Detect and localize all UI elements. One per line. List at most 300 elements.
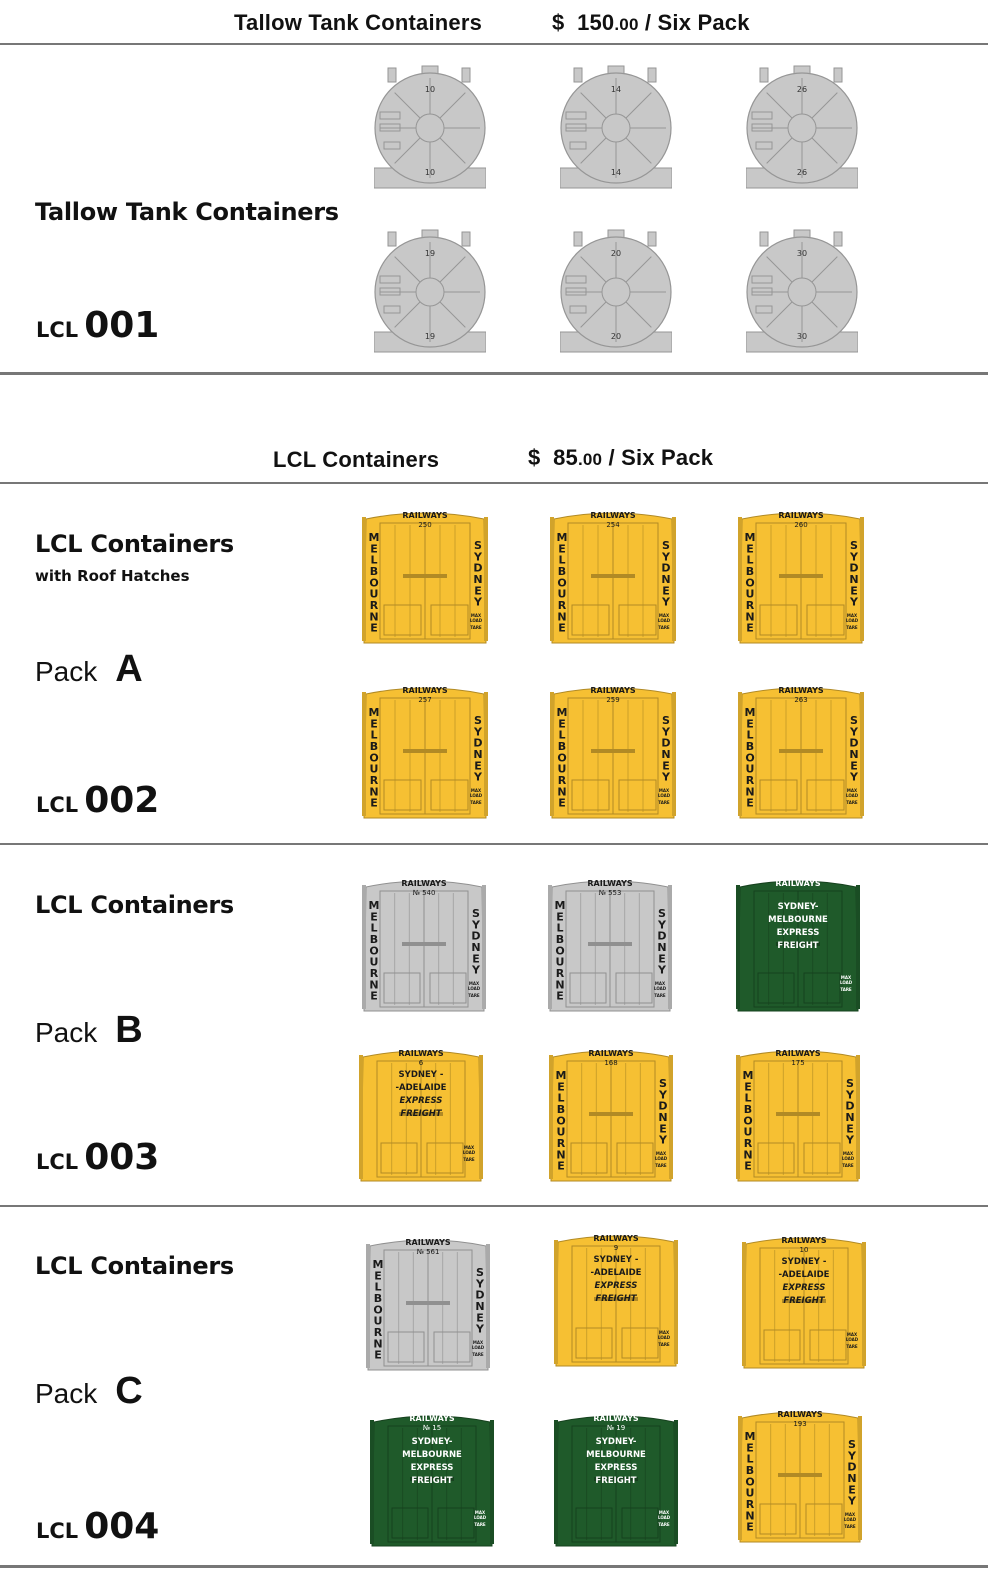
container-number: 6 xyxy=(418,1059,424,1067)
melbourne-letter: R xyxy=(557,774,567,787)
price-unit: / Six Pack xyxy=(602,445,714,470)
section1-header-name: Tallow Tank Containers xyxy=(234,10,483,35)
melbourne-letter: E xyxy=(744,1159,752,1173)
container-tile xyxy=(742,1230,866,1372)
container-art xyxy=(736,1043,860,1185)
container-tile xyxy=(554,1408,678,1550)
melbourne-letter: N xyxy=(556,1148,566,1162)
container-post xyxy=(362,692,366,816)
route-line: MELBOURNE xyxy=(402,1450,462,1460)
price-cents: .00 xyxy=(577,450,603,469)
sydney-letter: E xyxy=(474,584,482,598)
melbourne-letter: E xyxy=(746,621,754,635)
melbourne-letter: E xyxy=(746,542,754,556)
max-label: MAX xyxy=(474,1510,486,1515)
sydney-letter: N xyxy=(845,1111,855,1124)
railways-label: RAILWAYS xyxy=(401,879,447,888)
sydney-letter: Y xyxy=(476,1322,484,1336)
sydney-letter: D xyxy=(845,1099,855,1113)
code-prefix: LCL xyxy=(36,793,79,817)
melbourne-letter: L xyxy=(558,728,566,742)
container-tile xyxy=(736,873,860,1015)
tare-label: TARE xyxy=(468,993,480,998)
load-label: LOAD xyxy=(654,1156,668,1161)
container-tile xyxy=(359,1043,483,1185)
melbourne-letter: B xyxy=(369,740,379,753)
sydney-letter: N xyxy=(847,1472,857,1485)
max-label: MAX xyxy=(842,1151,854,1156)
container-number: 257 xyxy=(418,696,432,704)
sydney-letter: Y xyxy=(846,1088,854,1102)
melbourne-letter: O xyxy=(745,751,755,765)
railways-label: RAILWAYS xyxy=(587,879,633,888)
max-label: MAX xyxy=(655,1151,667,1156)
sydney-letter: D xyxy=(847,1460,857,1474)
max-label: MAX xyxy=(654,981,666,986)
melbourne-letter: L xyxy=(556,921,564,935)
railways-label: RAILWAYS xyxy=(402,686,448,695)
melbourne-letter: O xyxy=(373,1303,383,1317)
sydney-letter: E xyxy=(476,1311,484,1325)
sydney-letter: S xyxy=(472,907,480,920)
container-tile xyxy=(366,1232,490,1374)
container-art xyxy=(374,226,486,354)
melbourne-letter: O xyxy=(557,576,567,590)
product-code xyxy=(36,1137,159,1178)
container-art xyxy=(746,62,858,190)
melbourne-letter: B xyxy=(745,740,755,753)
tank-fitting xyxy=(834,232,842,246)
melbourne-letter: E xyxy=(556,989,564,1003)
divider xyxy=(0,482,988,484)
load-label: LOAD xyxy=(657,1515,671,1520)
container-post xyxy=(479,1055,483,1179)
product-title: Tallow Tank Containers xyxy=(35,198,339,226)
railways-label: RAILWAYS xyxy=(588,1049,634,1058)
melbourne-letter: E xyxy=(374,1269,382,1283)
sydney-letter: N xyxy=(849,748,859,761)
price-main: 85 xyxy=(553,445,578,470)
tank-number-bottom: 14 xyxy=(610,168,622,177)
container-number: 260 xyxy=(794,521,808,529)
tare-label: TARE xyxy=(658,625,670,630)
route-line: EXPRESS xyxy=(594,1281,638,1291)
route-line: SYDNEY - xyxy=(398,1070,444,1080)
railways-label: RAILWAYS xyxy=(593,1414,639,1423)
container-number: 263 xyxy=(794,696,808,704)
tare-label: TARE xyxy=(658,1342,670,1347)
container-tile xyxy=(738,1404,862,1546)
door-bar xyxy=(779,574,823,578)
melbourne-letter: N xyxy=(557,785,567,799)
tare-label: TARE xyxy=(846,1344,858,1349)
tank-number-bottom: 26 xyxy=(796,168,808,177)
container-number: № 553 xyxy=(598,889,622,897)
container-post xyxy=(669,1055,673,1179)
load-label: LOAD xyxy=(469,618,483,623)
container-tile xyxy=(736,1043,860,1185)
route-line: -ADELAIDE xyxy=(395,1083,447,1093)
container-art xyxy=(374,62,486,190)
load-label: LOAD xyxy=(839,980,853,985)
container-post xyxy=(490,1420,494,1544)
sydney-letter: D xyxy=(473,736,483,750)
sydney-letter: Y xyxy=(472,918,480,932)
route-line: -ADELAIDE xyxy=(590,1268,642,1278)
tare-label: TARE xyxy=(842,1163,854,1168)
product-code xyxy=(36,305,159,346)
tank-number-bottom: 30 xyxy=(796,332,808,341)
divider xyxy=(0,1565,988,1568)
sydney-letter: E xyxy=(662,759,670,773)
route-line: EXPRESS xyxy=(776,928,820,938)
container-post xyxy=(550,517,554,641)
pack-label xyxy=(35,1370,143,1413)
sydney-letter: N xyxy=(473,573,483,586)
melbourne-letter: O xyxy=(745,576,755,590)
melbourne-letter: M xyxy=(368,899,380,912)
max-label: MAX xyxy=(846,1332,858,1337)
route-line: FREIGHT xyxy=(595,1294,637,1304)
melbourne-letter: E xyxy=(370,621,378,635)
route-line: SYDNEY- xyxy=(411,1437,453,1447)
container-art xyxy=(370,1408,494,1550)
load-label: LOAD xyxy=(845,618,859,623)
sydney-letter: N xyxy=(658,1111,668,1124)
railways-label: RAILWAYS xyxy=(590,686,636,695)
sydney-letter: Y xyxy=(848,1494,856,1508)
container-tile xyxy=(738,505,864,647)
tare-label: TARE xyxy=(470,625,482,630)
container-art xyxy=(549,1043,673,1185)
container-tile xyxy=(746,226,858,354)
melbourne-letter: E xyxy=(557,1159,565,1173)
melbourne-letter: B xyxy=(745,1464,755,1477)
melbourne-letter: L xyxy=(746,553,754,567)
melbourne-letter: E xyxy=(374,1348,382,1362)
melbourne-letter: L xyxy=(370,728,378,742)
container-tile xyxy=(374,62,486,190)
door-bar xyxy=(591,574,635,578)
container-post xyxy=(862,1242,866,1366)
melbourne-letter: N xyxy=(557,610,567,624)
container-number: № 540 xyxy=(412,889,436,897)
container-post xyxy=(736,1055,740,1179)
route-line: EXPRESS xyxy=(594,1463,638,1473)
sydney-letter: S xyxy=(476,1266,484,1279)
product-title: LCL Containers xyxy=(35,530,234,558)
sydney-letter: E xyxy=(850,759,858,773)
melbourne-letter: U xyxy=(555,955,565,969)
melbourne-letter: R xyxy=(369,967,379,980)
door-bar xyxy=(402,942,446,946)
max-label: MAX xyxy=(846,788,858,793)
melbourne-letter: B xyxy=(557,740,567,753)
sydney-letter: Y xyxy=(474,770,482,784)
route-line: SYDNEY - xyxy=(593,1255,639,1265)
sydney-letter: Y xyxy=(846,1133,854,1147)
max-label: MAX xyxy=(658,788,670,793)
code-number: 002 xyxy=(84,780,160,821)
container-post xyxy=(674,1240,678,1364)
container-tile xyxy=(370,1408,494,1550)
max-label: MAX xyxy=(658,613,670,618)
melbourne-letter: O xyxy=(745,1475,755,1489)
railways-label: RAILWAYS xyxy=(593,1234,639,1243)
container-number: 193 xyxy=(793,1420,807,1428)
melbourne-letter: E xyxy=(558,717,566,731)
door-bar xyxy=(588,942,632,946)
container-post xyxy=(672,517,676,641)
sydney-letter: Y xyxy=(658,963,666,977)
melbourne-letter: L xyxy=(746,728,754,742)
sydney-letter: Y xyxy=(850,770,858,784)
load-label: LOAD xyxy=(845,793,859,798)
melbourne-letter: M xyxy=(368,531,380,544)
route-line: FREIGHT xyxy=(783,1296,825,1306)
tank-number-top: 20 xyxy=(610,249,622,258)
melbourne-letter: M xyxy=(742,1069,754,1082)
tank-fitting xyxy=(462,68,470,82)
container-post xyxy=(738,1416,742,1540)
tank-number-bottom: 20 xyxy=(610,332,622,341)
sydney-letter: Y xyxy=(474,550,482,564)
melbourne-letter: M xyxy=(744,706,756,719)
melbourne-letter: L xyxy=(746,1452,754,1466)
tank-number-bottom: 10 xyxy=(424,168,436,177)
container-post xyxy=(550,692,554,816)
container-number: 10 xyxy=(799,1246,809,1254)
route-line: FREIGHT xyxy=(400,1109,442,1119)
melbourne-letter: B xyxy=(369,565,379,578)
container-tile xyxy=(362,505,488,647)
price-main: 150 xyxy=(577,10,615,35)
sydney-letter: D xyxy=(657,929,667,943)
product-code xyxy=(36,1506,159,1547)
melbourne-letter: N xyxy=(555,978,565,992)
container-number: 259 xyxy=(606,696,620,704)
load-label: LOAD xyxy=(657,618,671,623)
melbourne-letter: E xyxy=(370,989,378,1003)
melbourne-letter: U xyxy=(556,1125,566,1139)
sydney-letter: S xyxy=(474,539,482,552)
sydney-letter: N xyxy=(661,573,671,586)
melbourne-letter: O xyxy=(369,576,379,590)
railways-label: RAILWAYS xyxy=(409,1414,455,1423)
melbourne-letter: R xyxy=(369,774,379,787)
melbourne-letter: U xyxy=(373,1314,383,1328)
sydney-letter: N xyxy=(471,941,481,954)
railways-label: RAILWAYS xyxy=(778,511,824,520)
pack-label xyxy=(35,648,143,691)
container-art xyxy=(362,680,488,822)
load-label: LOAD xyxy=(653,986,667,991)
container-post xyxy=(370,1420,374,1544)
code-number: 003 xyxy=(84,1137,160,1178)
load-label: LOAD xyxy=(471,1345,485,1350)
sydney-letter: Y xyxy=(659,1133,667,1147)
sydney-letter: D xyxy=(473,561,483,575)
melbourne-letter: U xyxy=(743,1125,753,1139)
tank-fitting xyxy=(760,68,768,82)
tank-fitting xyxy=(834,68,842,82)
tank-fitting xyxy=(574,232,582,246)
container-post xyxy=(366,1244,370,1368)
door-bar xyxy=(776,1112,820,1116)
melbourne-letter: M xyxy=(554,899,566,912)
melbourne-letter: L xyxy=(370,553,378,567)
route-line: -ADELAIDE xyxy=(778,1270,830,1280)
sydney-letter: Y xyxy=(474,725,482,739)
route-line: EXPRESS xyxy=(782,1283,826,1293)
melbourne-letter: E xyxy=(370,910,378,924)
sydney-letter: Y xyxy=(658,918,666,932)
melbourne-letter: E xyxy=(558,621,566,635)
container-art xyxy=(560,62,672,190)
load-label: LOAD xyxy=(467,986,481,991)
route-line: SYDNEY- xyxy=(777,902,819,912)
melbourne-letter: B xyxy=(369,933,379,946)
container-post xyxy=(742,1242,746,1366)
melbourne-letter: M xyxy=(372,1258,384,1271)
melbourne-letter: R xyxy=(745,599,755,612)
max-label: MAX xyxy=(658,1510,670,1515)
railways-label: RAILWAYS xyxy=(775,879,821,888)
door-bar xyxy=(779,749,823,753)
sydney-letter: Y xyxy=(662,595,670,609)
melbourne-letter: R xyxy=(373,1326,383,1339)
tank-number-top: 14 xyxy=(610,85,622,94)
tank-fitting xyxy=(462,232,470,246)
pack-letter: A xyxy=(115,648,143,690)
melbourne-letter: L xyxy=(374,1280,382,1294)
price-symbol: $ xyxy=(528,445,541,470)
tank-number-top: 19 xyxy=(424,249,436,258)
sydney-letter: D xyxy=(849,736,859,750)
melbourne-letter: B xyxy=(745,565,755,578)
melbourne-letter: L xyxy=(557,1091,565,1105)
container-art xyxy=(738,680,864,822)
container-art xyxy=(550,680,676,822)
melbourne-letter: N xyxy=(373,1337,383,1351)
pack-word: Pack xyxy=(35,1378,98,1409)
container-tile xyxy=(362,680,488,822)
melbourne-letter: U xyxy=(369,762,379,776)
tank-fitting xyxy=(388,232,396,246)
sydney-letter: Y xyxy=(472,963,480,977)
load-label: LOAD xyxy=(841,1156,855,1161)
melbourne-letter: B xyxy=(743,1103,753,1116)
melbourne-letter: R xyxy=(557,599,567,612)
door-bar xyxy=(403,574,447,578)
max-label: MAX xyxy=(658,1330,670,1335)
route-line: MELBOURNE xyxy=(768,915,828,925)
container-tile xyxy=(554,1228,678,1370)
sydney-letter: D xyxy=(658,1099,668,1113)
railways-label: RAILWAYS xyxy=(781,1236,827,1245)
divider xyxy=(0,843,988,845)
container-art xyxy=(366,1232,490,1374)
melbourne-letter: O xyxy=(369,751,379,765)
railways-label: RAILWAYS xyxy=(398,1049,444,1058)
sydney-letter: S xyxy=(850,714,858,727)
route-line: EXPRESS xyxy=(410,1463,454,1473)
sydney-letter: D xyxy=(661,736,671,750)
melbourne-letter: E xyxy=(370,542,378,556)
pack-word: Pack xyxy=(35,656,98,687)
melbourne-letter: M xyxy=(556,706,568,719)
melbourne-letter: E xyxy=(370,717,378,731)
tare-label: TARE xyxy=(470,800,482,805)
section2-price xyxy=(528,445,713,471)
melbourne-letter: R xyxy=(743,1137,753,1150)
container-tile xyxy=(550,680,676,822)
sydney-letter: E xyxy=(474,759,482,773)
sydney-letter: S xyxy=(848,1438,856,1451)
container-post xyxy=(549,1055,553,1179)
tank-fitting xyxy=(648,232,656,246)
container-number: № 561 xyxy=(416,1248,440,1256)
pack-letter: B xyxy=(115,1009,143,1051)
melbourne-letter: N xyxy=(745,785,755,799)
sydney-letter: Y xyxy=(850,595,858,609)
melbourne-letter: R xyxy=(745,1498,755,1511)
route-line: EXPRESS xyxy=(399,1096,443,1106)
melbourne-letter: N xyxy=(369,785,379,799)
container-art xyxy=(736,873,860,1015)
price-symbol: $ xyxy=(552,10,565,35)
melbourne-letter: O xyxy=(555,944,565,958)
container-post xyxy=(362,885,366,1009)
melbourne-letter: U xyxy=(369,955,379,969)
melbourne-letter: N xyxy=(369,610,379,624)
container-post xyxy=(672,692,676,816)
tank-fitting xyxy=(574,68,582,82)
melbourne-letter: E xyxy=(558,796,566,810)
sydney-letter: D xyxy=(471,929,481,943)
sydney-letter: Y xyxy=(662,770,670,784)
tank-fitting xyxy=(760,232,768,246)
tank-number-bottom: 19 xyxy=(424,332,436,341)
divider xyxy=(0,1205,988,1207)
container-tile xyxy=(560,62,672,190)
route-line: FREIGHT xyxy=(777,941,819,951)
sydney-letter: D xyxy=(661,561,671,575)
tare-label: TARE xyxy=(840,987,852,992)
load-label: LOAD xyxy=(469,793,483,798)
sydney-letter: Y xyxy=(659,1088,667,1102)
door-bar xyxy=(778,1473,822,1477)
max-label: MAX xyxy=(472,1340,484,1345)
tare-label: TARE xyxy=(474,1522,486,1527)
sydney-letter: Y xyxy=(850,725,858,739)
melbourne-letter: E xyxy=(746,1441,754,1455)
container-post xyxy=(860,517,864,641)
container-post xyxy=(548,885,552,1009)
railways-label: RAILWAYS xyxy=(778,686,824,695)
container-number: № 19 xyxy=(606,1424,626,1432)
melbourne-letter: E xyxy=(370,796,378,810)
container-number: 250 xyxy=(418,521,432,529)
product-code xyxy=(36,780,159,821)
sydney-letter: E xyxy=(848,1483,856,1497)
container-art xyxy=(738,505,864,647)
sydney-letter: E xyxy=(662,584,670,598)
railways-label: RAILWAYS xyxy=(402,511,448,520)
code-prefix: LCL xyxy=(36,1150,79,1174)
tare-label: TARE xyxy=(658,1522,670,1527)
tare-label: TARE xyxy=(844,1524,856,1529)
